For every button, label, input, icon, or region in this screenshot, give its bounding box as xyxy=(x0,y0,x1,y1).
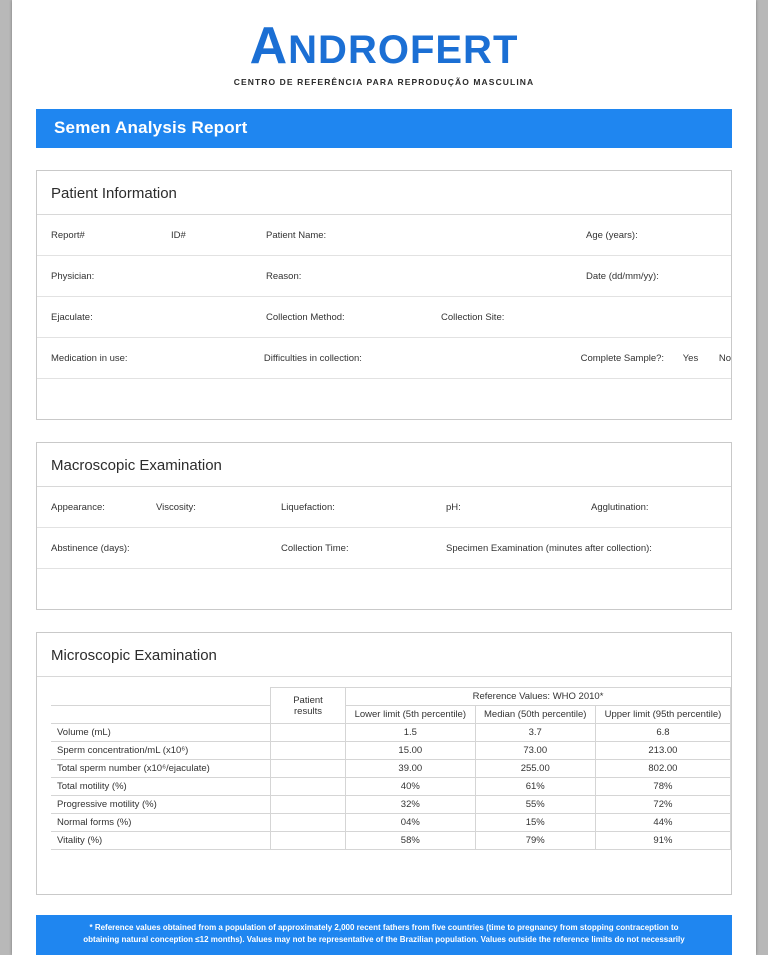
row-label-vitality: Vitality (%) xyxy=(51,832,271,850)
row-label-volume: Volume (mL) xyxy=(51,724,271,742)
table-row xyxy=(51,832,731,850)
upper-progressive-motility: 72% xyxy=(595,796,730,814)
patient-value-progressive-motility[interactable] xyxy=(271,796,346,814)
field-complete-sample xyxy=(567,345,731,372)
macroscopic-examination-title: Macroscopic Examination xyxy=(37,443,731,487)
brand-wordmark xyxy=(249,17,519,75)
field-date[interactable]: Date (dd/mm/yy): xyxy=(586,270,659,282)
column-header-upper-limit: Upper limit (95th percentile) xyxy=(595,706,730,724)
patient-information-title: Patient Information xyxy=(37,171,731,215)
patient-information-section xyxy=(36,170,732,420)
microscopic-examination-title: Microscopic Examination xyxy=(37,633,731,677)
field-age[interactable]: Age (years): xyxy=(586,229,638,241)
patient-value-volume[interactable] xyxy=(271,724,346,742)
table-row xyxy=(51,724,731,742)
upper-sperm-concentration: 213.00 xyxy=(595,742,730,760)
page-title: Semen Analysis Report xyxy=(36,109,732,148)
median-sperm-concentration: 73.00 xyxy=(475,742,595,760)
row-label-normal-forms: Normal forms (%) xyxy=(51,814,271,832)
patient-value-normal-forms[interactable] xyxy=(271,814,346,832)
complete-sample-label: Complete Sample?: xyxy=(580,352,665,364)
table-corner-cell-2 xyxy=(51,706,271,724)
field-abstinence-days[interactable]: Abstinence (days): xyxy=(51,542,130,554)
field-viscosity[interactable]: Viscosity: xyxy=(156,501,196,513)
microscopic-examination-section xyxy=(36,632,732,895)
patient-info-blank-row xyxy=(37,379,731,419)
median-volume: 3.7 xyxy=(475,724,595,742)
table-row xyxy=(51,814,731,832)
macroscopic-examination-section xyxy=(36,442,732,610)
median-total-motility: 61% xyxy=(475,778,595,796)
field-liquefaction[interactable]: Liquefaction: xyxy=(281,501,335,513)
patient-info-row-3 xyxy=(37,297,731,338)
lower-vitality: 58% xyxy=(346,832,476,850)
field-report-number[interactable]: Report# xyxy=(51,229,85,241)
median-progressive-motility: 55% xyxy=(475,796,595,814)
row-label-sperm-concentration: Sperm concentration/mL (x10⁶) xyxy=(51,742,271,760)
table-row xyxy=(51,742,731,760)
field-medication-in-use[interactable]: Medication in use: xyxy=(51,352,128,364)
column-header-lower-limit: Lower limit (5th percentile) xyxy=(346,706,476,724)
brand-initial: A xyxy=(249,17,289,75)
footnote-line-1: * Reference values obtained from a population of approximately 2,000 recent fathers from five countries (time to pregnancy from stopping contraception to xyxy=(89,923,679,932)
reference-values-table xyxy=(51,687,731,850)
median-normal-forms: 15% xyxy=(475,814,595,832)
report-page xyxy=(12,0,756,955)
patient-results-line1: Patient xyxy=(293,694,323,706)
reference-footnote xyxy=(36,915,732,955)
lower-volume: 1.5 xyxy=(346,724,476,742)
lower-total-motility: 40% xyxy=(346,778,476,796)
footnote-line-2: obtaining natural conception ≤12 months). Values may not be representative of the Brazilian population. Values outside the reference limits do not necessarily xyxy=(83,934,685,944)
row-label-progressive-motility: Progressive motility (%) xyxy=(51,796,271,814)
median-vitality: 79% xyxy=(475,832,595,850)
upper-volume: 6.8 xyxy=(595,724,730,742)
table-header-row-2 xyxy=(51,706,731,724)
field-agglutination[interactable]: Agglutination: xyxy=(591,501,649,513)
brand-logo xyxy=(12,0,756,87)
column-header-patient-results xyxy=(271,688,346,724)
field-patient-name[interactable]: Patient Name: xyxy=(266,229,327,241)
field-ph[interactable]: pH: xyxy=(446,501,461,513)
table-corner-cell xyxy=(51,688,271,706)
complete-sample-no-option[interactable]: No xyxy=(718,352,731,364)
microscopic-spacer xyxy=(37,850,731,894)
lower-total-sperm-number: 39.00 xyxy=(346,760,476,778)
row-label-total-motility: Total motility (%) xyxy=(51,778,271,796)
lower-progressive-motility: 32% xyxy=(346,796,476,814)
macroscopic-row-1 xyxy=(37,487,731,528)
patient-value-total-sperm-number[interactable] xyxy=(271,760,346,778)
patient-info-row-2 xyxy=(37,256,731,297)
table-header-row-1 xyxy=(51,688,731,706)
brand-tagline: CENTRO DE REFERÊNCIA PARA REPRODUÇÃO MASCULINA xyxy=(233,77,535,87)
field-difficulties-in-collection[interactable]: Difficulties in collection: xyxy=(263,352,362,364)
field-collection-site[interactable]: Collection Site: xyxy=(441,311,505,323)
complete-sample-yes-option[interactable]: Yes xyxy=(682,352,699,364)
column-header-median: Median (50th percentile) xyxy=(475,706,595,724)
field-reason[interactable]: Reason: xyxy=(266,270,302,282)
lower-normal-forms: 04% xyxy=(346,814,476,832)
microscopic-table-wrap xyxy=(37,677,731,850)
table-row xyxy=(51,796,731,814)
patient-info-row-4 xyxy=(37,338,731,379)
macroscopic-blank-row xyxy=(37,569,731,609)
upper-normal-forms: 44% xyxy=(595,814,730,832)
upper-total-sperm-number: 802.00 xyxy=(595,760,730,778)
median-total-sperm-number: 255.00 xyxy=(475,760,595,778)
table-row xyxy=(51,778,731,796)
upper-vitality: 91% xyxy=(595,832,730,850)
field-id-number[interactable]: ID# xyxy=(171,229,186,241)
brand-rest: NDROFERT xyxy=(288,28,519,72)
row-label-total-sperm-number: Total sperm number (x10⁶/ejaculate) xyxy=(51,760,271,778)
upper-total-motility: 78% xyxy=(595,778,730,796)
lower-sperm-concentration: 15.00 xyxy=(346,742,476,760)
field-ejaculate[interactable]: Ejaculate: xyxy=(51,311,93,323)
patient-value-sperm-concentration[interactable] xyxy=(271,742,346,760)
patient-info-row-1 xyxy=(37,215,731,256)
patient-results-line2: results xyxy=(294,705,322,717)
field-physician[interactable]: Physician: xyxy=(51,270,95,282)
field-appearance[interactable]: Appearance: xyxy=(51,501,105,513)
column-header-reference-group: Reference Values: WHO 2010* xyxy=(346,688,731,706)
patient-value-vitality[interactable] xyxy=(271,832,346,850)
macroscopic-row-2 xyxy=(37,528,731,569)
field-collection-time[interactable]: Collection Time: xyxy=(281,542,349,554)
field-specimen-examination[interactable]: Specimen Examination (minutes after collection): xyxy=(446,542,652,554)
table-row xyxy=(51,760,731,778)
field-collection-method[interactable]: Collection Method: xyxy=(266,311,345,323)
patient-value-total-motility[interactable] xyxy=(271,778,346,796)
